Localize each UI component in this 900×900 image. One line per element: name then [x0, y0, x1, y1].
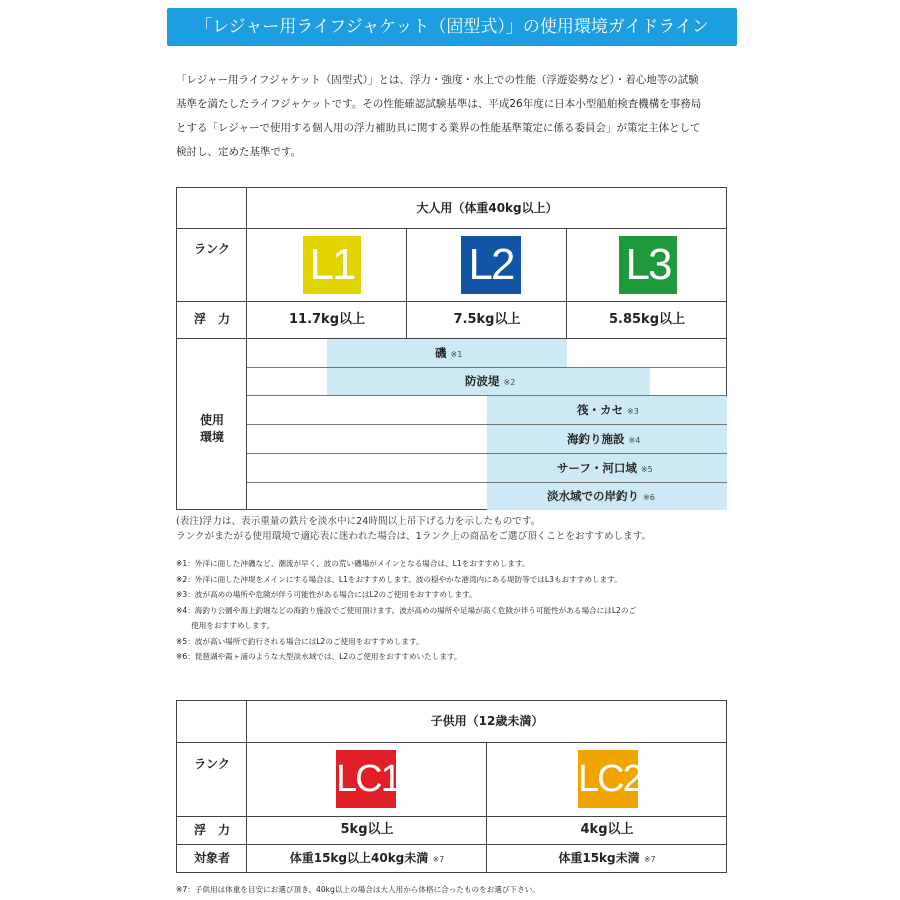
rank-badge-l3: L3	[619, 236, 677, 294]
child-rank-label: ランク	[194, 757, 230, 771]
intro-line: 「レジャー用ライフジャケット（固型式）」とは、浮力・強度・水上での性能（浮遊姿勢など）・着心地等の試験	[176, 74, 699, 86]
buoyancy-l3: 5.85kg以上	[608, 312, 686, 327]
env-name: 海釣り施設	[567, 432, 625, 446]
target-note: ※7	[432, 855, 445, 864]
target-lc2	[487, 844, 727, 873]
child-buoyancy-label: 浮 力	[193, 823, 230, 837]
note-item: ※5：波が高い場所で釣行される場合にはL2のご使用をおすすめします。	[176, 636, 424, 646]
env-name: 淡水域での岸釣り	[547, 489, 639, 503]
page-title: 「レジャー用ライフジャケット（固型式）」の使用環境ガイドライン	[167, 8, 737, 46]
env-name: サーフ・河口域	[557, 461, 637, 475]
env-note: ※3	[627, 407, 639, 416]
buoyancy-label: 浮 力	[193, 312, 230, 326]
caption-line: (表注)浮力は、表示重量の鉄片を淡水中に24時間以上吊下げる力を示したものです。	[176, 516, 541, 527]
env-note: ※5	[640, 465, 653, 474]
environment-label-line: 環境	[199, 430, 224, 444]
rank-badge-l2: L2	[461, 236, 521, 294]
note-item: ※4：海釣り公園や海上釣堀などの海釣り施設でご使用頂けます。波が高めの場所や足場が高く危険が伴う可能性がある場合にはL2のご	[176, 605, 637, 615]
rank-label: ランク	[194, 242, 230, 256]
env-breakwater	[465, 373, 515, 389]
target-label: 対象者	[193, 851, 230, 865]
env-note: ※4	[628, 436, 641, 445]
buoyancy-lc2: 4kg以上	[580, 822, 634, 837]
env-freshwater	[547, 488, 655, 504]
environment-label	[177, 412, 247, 446]
intro-line: 検討し、定めた基準です。	[176, 146, 302, 158]
env-note: ※2	[503, 378, 516, 387]
child-table	[176, 700, 727, 873]
intro-paragraph	[176, 68, 736, 164]
note-item: ※6：琵琶湖や霞ヶ浦のような大型淡水域では、L2のご使用をおすすめいたします。	[176, 652, 462, 661]
buoyancy-l1: 11.7kg以上	[288, 312, 366, 327]
env-name: 防波堤	[465, 374, 500, 388]
notes-list	[176, 556, 736, 665]
env-name: 磯	[435, 346, 447, 360]
env-surf-estuary	[557, 460, 653, 476]
env-note: ※1	[450, 350, 463, 359]
env-raft	[577, 402, 639, 418]
buoyancy-l2: 7.5kg以上	[453, 312, 521, 327]
adult-table	[176, 187, 727, 510]
target-lc1	[247, 844, 487, 873]
rank-badge-l1: L1	[303, 236, 361, 294]
target-text: 体重15kg未満	[558, 851, 640, 865]
env-name: 筏・カセ	[577, 403, 623, 417]
footnote-7: ※7：子供用は体重を目安にお選び頂き、40kg以上の場合は大人用から体格に合ったものをお選び下さい。	[176, 885, 540, 894]
env-iso	[435, 345, 462, 361]
env-note: ※6	[643, 493, 655, 502]
target-note: ※7	[643, 855, 656, 864]
intro-line: 基準を満たしたライフジャケットです。その性能確認試験基準は、平成26年度に日本小型船舶検査機構を事務局	[176, 98, 702, 110]
table-caption	[176, 514, 651, 544]
note-item: 使用をおすすめします。	[176, 621, 275, 630]
target-text: 体重15kg以上40kg未満	[289, 851, 429, 865]
note-item: ※1：外洋に面した沖磯など、潮流が早く、波の荒い磯場がメインとなる場合は、L1をおすすめします。	[176, 559, 530, 568]
env-fishing-facility	[567, 431, 640, 447]
note-item: ※2：外洋に面した沖堤をメインにする場合は、L1をおすすめします。波の穏やかな港湾内にある堤防等ではL3もおすすめします。	[176, 574, 622, 584]
child-header: 子供用（12歳未満）	[430, 714, 544, 728]
caption-line: ランクがまたがる使用環境で適応表に迷われた場合は、1ランク上の商品をご選び頂くことをおすすめします。	[176, 531, 652, 542]
note-item: ※3：波が高めの場所や危険が伴う可能性がある場合にはL2のご使用をおすすめします。	[176, 590, 477, 599]
adult-header: 大人用（体重40kg以上）	[416, 201, 558, 215]
rank-badge-lc2: LC2	[578, 750, 638, 808]
environment-label-line: 使用	[199, 413, 224, 427]
rank-badge-lc1: LC1	[336, 750, 396, 808]
buoyancy-lc1: 5kg以上	[340, 822, 394, 837]
intro-line: とする「レジャーで使用する個人用の浮力補助具に関する業界の性能基準策定に係る委員会」が策定主体として	[176, 122, 701, 134]
